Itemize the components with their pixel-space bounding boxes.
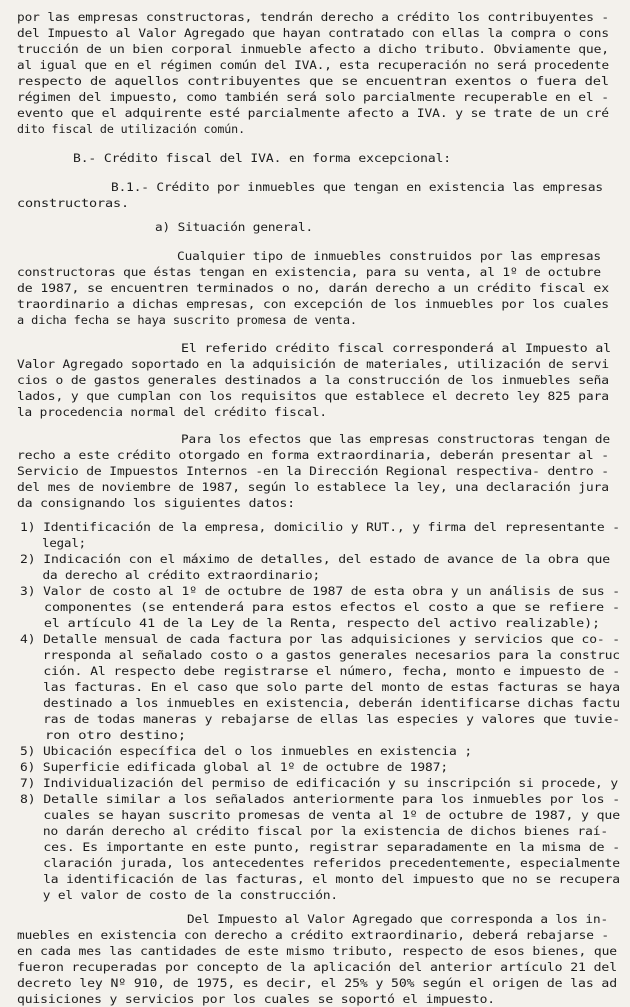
- text-line: quisiciones y servicios por los cuales se soportó el impuesto.: [17, 992, 495, 1006]
- list-item: 3) Valor de costo al 1º de octubre de 1987 de esta obra y un análisis de sus -: [20, 584, 620, 598]
- text-line: al igual que en el régimen común del IVA., esta recuperación no será procedente: [17, 58, 609, 72]
- text-line: fueron recuperadas por concepto de la aplicación del anterior artículo 21 del: [17, 960, 617, 974]
- text-line: decreto ley Nº 910, de 1975, es decir, el 25% y 50% según el origen de las ad: [17, 976, 617, 990]
- list-item: componentes (se entenderá para estos efectos el costo a que se refiere -: [20, 600, 620, 614]
- list-item: y el valor de costo de la construcción.: [20, 888, 338, 902]
- list-item: ción. Al respecto debe registrarse el número, fecha, monto e impuesto de -: [20, 664, 620, 678]
- list-item: ron otro destino;: [20, 728, 186, 742]
- list-item: ras de todas maneras y rebajarse de ellas las especies y valores que tuvie-: [20, 712, 620, 726]
- list-item: claración jurada, los antecedentes referidos precedentemente, especialmente: [20, 856, 620, 870]
- section-heading-b1: B.1.- Crédito por inmuebles que tengan en existencia las empresas: [111, 180, 603, 194]
- list-item: 4) Detalle mensual de cada factura por las adquisiciones y servicios que co- -: [20, 632, 620, 646]
- text-line: Cualquier tipo de inmuebles construidos por las empresas: [177, 249, 601, 263]
- text-line: Del Impuesto al Valor Agregado que corresponda a los in-: [187, 912, 608, 926]
- list-item: la identificación de las facturas, el monto del impuesto que no se recupera: [20, 872, 620, 886]
- section-heading-b1: constructoras.: [17, 196, 129, 210]
- list-item: da derecho al crédito extraordinario;: [20, 568, 320, 582]
- text-line: del Impuesto al Valor Agregado que hayan contratado con ellas la compra o cons: [17, 26, 609, 40]
- list-item: ces. Es importante en este punto, registrar separadamente en la misma de -: [20, 840, 620, 854]
- text-line: constructoras que éstas tengan en existencia, para su venta, al 1º de octubre: [17, 265, 601, 279]
- list-item: no darán derecho al crédito fiscal por la existencia de dichos bienes raí-: [20, 824, 608, 838]
- text-line: Valor Agregado soportado en la adquisición de materiales, utilización de servi: [17, 357, 609, 371]
- text-line: traordinario a dichas empresas, con excepción de los inmuebles por los cuales: [17, 297, 609, 311]
- text-line: del mes de noviembre de 1987, según lo establece la ley, una declaración jura: [17, 480, 609, 494]
- text-line: El referido crédito fiscal corresponderá al Impuesto al: [181, 341, 611, 355]
- text-line: respecto de aquellos contribuyentes que se encuentran exentos o fuera del: [17, 74, 609, 88]
- section-heading-b: B.- Crédito fiscal del IVA. en forma excepcional:: [73, 151, 451, 165]
- text-line: muebles en existencia con derecho a crédito extraordinario, deberá rebajarse -: [17, 928, 609, 942]
- text-line: régimen del impuesto, como también será solo parcialmente recuperable en el -: [17, 90, 609, 104]
- subsection-heading-a: a) Situación general.: [155, 220, 313, 234]
- text-line: da consignando los siguientes datos:: [17, 496, 295, 510]
- list-item: rresponda al señalado costo o a gastos generales necesarios para la construc: [20, 648, 620, 662]
- list-item: destinado a los inmuebles en existencia, deberán identificarse dichas factu: [20, 696, 620, 710]
- list-item: 8) Detalle similar a los señalados anteriormente para los inmuebles por los -: [20, 792, 620, 806]
- text-line: en cada mes las cantidades de este mismo tributo, respecto de esos bienes, que: [17, 944, 617, 958]
- list-item: legal;: [20, 536, 86, 550]
- list-item: 6) Superficie edificada global al 1º de octubre de 1987;: [20, 760, 448, 774]
- list-item: 1) Identificación de la empresa, domicilio y RUT., y firma del representante -: [20, 520, 620, 534]
- text-line: recho a este crédito otorgado en forma extraordinaria, deberán presentar al -: [17, 448, 609, 462]
- text-line: Para los efectos que las empresas constructoras tengan de: [181, 432, 610, 446]
- text-line: de 1987, se encuentren terminados o no, darán derecho a un crédito fiscal ex: [17, 281, 609, 295]
- text-line: por las empresas constructoras, tendrán derecho a crédito los contribuyentes -: [17, 10, 609, 24]
- text-line: lados, y que cumplan con los requisitos que establece el decreto ley 825 para: [17, 389, 609, 403]
- text-line: la procedencia normal del crédito fiscal.: [17, 405, 327, 419]
- list-item: cuales se hayan suscrito promesas de venta al 1º de octubre de 1987, y que: [20, 808, 620, 822]
- text-line: evento que el adquirente esté parcialmente afecto a IVA. y se trate de un cré: [17, 106, 609, 120]
- list-item: 7) Individualización del permiso de edificación y su inscripción si procede, y: [20, 776, 618, 790]
- text-line: cios o de gastos generales destinados a la construcción de los inmuebles seña: [17, 373, 609, 387]
- list-item: 2) Indicación con el máximo de detalles, del estado de avance de la obra que: [20, 552, 610, 566]
- text-line: trucción de un bien corporal inmueble afecto a dicho tributo. Obviamente que,: [17, 42, 609, 56]
- list-item: el artículo 41 de la Ley de la Renta, respecto del activo realizable);: [20, 616, 600, 630]
- list-item: las facturas. En el caso que solo parte del monto de estas facturas se haya: [20, 680, 620, 694]
- text-line: Servicio de Impuestos Internos -en la Dirección Regional respectiva- dentro -: [17, 464, 609, 478]
- list-item: 5) Ubicación específica del o los inmuebles en existencia ;: [20, 744, 472, 758]
- text-line: a dicha fecha se haya suscrito promesa de venta.: [17, 313, 357, 327]
- text-line: dito fiscal de utilización común.: [17, 122, 245, 136]
